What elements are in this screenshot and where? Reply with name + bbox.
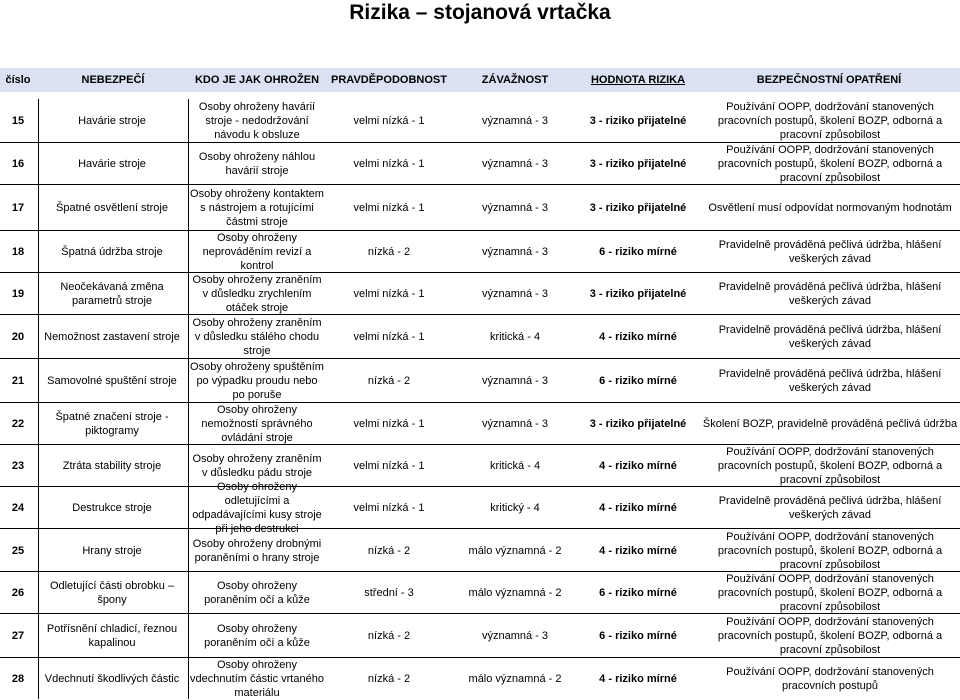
cell-kdo: Osoby ohroženy kontaktem s nástrojem a rotujícími částmi stroje <box>190 188 324 228</box>
cell-hodnota-rizika: 3 - riziko přijatelné <box>589 114 687 127</box>
cell-opatreni: Používání OOPP, dodržování stanovených pracovních postupů, školení BOZP, odborná a pracovní způsobilost <box>717 573 943 613</box>
header-cislo: číslo <box>5 74 31 86</box>
cell-pravdepodobnost: nízká - 2 <box>367 246 411 258</box>
cell-opatreni: Pravidelně prováděná pečlivá údržba, hlášení veškerých závad <box>718 368 942 394</box>
cell-cislo: 16 <box>11 158 25 170</box>
cell-opatreni: Používání OOPP, dodržování stanovených pracovních postupů, školení BOZP, odborná a pracovní způsobilost <box>717 144 943 184</box>
cell-kdo: Osoby ohroženy poraněním očí a kůže <box>204 580 310 606</box>
cell-nebezpeci: Špatné osvětlení stroje <box>56 202 168 214</box>
cell-nebezpeci: Havárie stroje <box>78 114 146 127</box>
cell-cislo: 22 <box>11 418 25 430</box>
cell-zavaznost: významná - 3 <box>481 158 549 170</box>
cell-zavaznost: významná - 3 <box>481 202 549 214</box>
cell-hodnota-rizika: 4 - riziko mírné <box>599 502 677 514</box>
cell-zavaznost: významná - 3 <box>481 246 549 258</box>
cell-zavaznost: kritická - 4 <box>489 460 541 472</box>
cell-nebezpeci: Špatné značení stroje - piktogramy <box>55 411 169 437</box>
cell-zavaznost: kritický - 4 <box>490 502 540 514</box>
cell-kdo: Osoby ohroženy poraněním očí a kůže <box>204 623 310 649</box>
header-opatreni: BEZPEČNOSTNÍ OPATŘENÍ <box>756 74 902 86</box>
cell-opatreni: Školení BOZP, pravidelně prováděná pečlivá údržba <box>702 418 958 430</box>
column-divider <box>188 99 189 699</box>
table-row <box>0 99 960 142</box>
cell-pravdepodobnost: nízká - 2 <box>367 544 411 557</box>
cell-nebezpeci: Nemožnost zastavení stroje <box>44 331 180 343</box>
cell-kdo: Osoby ohroženy odletujícími a odpadávajícími kusy stroje při jeho destrukci <box>192 481 322 535</box>
cell-opatreni: Používání OOPP, dodržování stanovených pracovních postupů, školení BOZP, odborná a pracovní způsobilost <box>717 446 943 486</box>
cell-kdo: Osoby ohroženy neprováděním revizí a kontrol <box>202 232 312 272</box>
cell-cislo: 15 <box>11 114 25 127</box>
cell-hodnota-rizika: 4 - riziko mírné <box>599 331 677 343</box>
cell-cislo: 24 <box>11 502 25 514</box>
cell-zavaznost: významná - 3 <box>481 288 549 300</box>
cell-cislo: 17 <box>11 202 25 214</box>
cell-cislo: 23 <box>11 460 25 472</box>
header-pravdepodobnost: PRAVDĚPODOBNOST <box>331 74 447 86</box>
cell-zavaznost: významná - 3 <box>481 114 549 127</box>
table-row <box>0 230 960 273</box>
cell-pravdepodobnost: nízká - 2 <box>367 630 411 642</box>
cell-opatreni: Pravidelně prováděná pečlivá údržba, hlášení veškerých závad <box>718 495 942 521</box>
cell-kdo: Osoby ohroženy zraněním v důsledku pádu stroje <box>192 453 322 479</box>
cell-hodnota-rizika: 3 - riziko přijatelné <box>589 202 687 214</box>
cell-pravdepodobnost: velmi nízká - 1 <box>353 460 425 472</box>
cell-hodnota-rizika: 6 - riziko mírné <box>599 375 677 387</box>
cell-pravdepodobnost: střední - 3 <box>364 587 414 599</box>
table-row <box>0 358 960 403</box>
cell-hodnota-rizika: 6 - riziko mírné <box>599 587 677 599</box>
cell-nebezpeci: Špatná údržba stroje <box>61 246 163 258</box>
cell-opatreni: Používání OOPP, dodržování stanovených pracovních postupů, školení BOZP, odborná a pracovní způsobilost <box>717 100 943 141</box>
cell-kdo: Osoby ohroženy havárií stroje - nedodržování návodu k obsluze <box>198 100 316 141</box>
cell-kdo: Osoby ohroženy zraněním v důsledku zrychlením otáček stroje <box>192 274 322 314</box>
cell-kdo: Osoby ohroženy vdechnutím částic vrtaného materiálu <box>190 659 324 699</box>
cell-cislo: 25 <box>11 544 25 557</box>
cell-nebezpeci: Potřísnění chladicí, řeznou kapalinou <box>46 623 178 649</box>
page-title: Rizika – stojanová vrtačka <box>349 1 611 24</box>
cell-opatreni: Pravidelně prováděná pečlivá údržba, hlášení veškerých závad <box>718 239 942 265</box>
header-kdo: KDO JE JAK OHROŽEN <box>194 74 320 86</box>
cell-kdo: Osoby ohroženy zraněním v důsledku stálého chodu stroje <box>192 317 322 357</box>
cell-nebezpeci: Destrukce stroje <box>72 502 152 514</box>
cell-opatreni: Používání OOPP, dodržování stanovených pracovních postupů <box>726 666 934 692</box>
cell-pravdepodobnost: velmi nízká - 1 <box>353 158 425 170</box>
column-divider <box>38 99 39 699</box>
cell-nebezpeci: Odletující části obrobku – špony <box>49 580 175 606</box>
table-row <box>0 314 960 359</box>
table-row <box>0 444 960 487</box>
cell-opatreni: Používání OOPP, dodržování stanovených pracovních postupů, školení BOZP, odborná a pracovní způsobilost <box>717 616 943 656</box>
cell-hodnota-rizika: 6 - riziko mírné <box>599 246 677 258</box>
header-hodnota-rizika: HODNOTA RIZIKA <box>590 74 686 86</box>
cell-hodnota-rizika: 4 - riziko mírné <box>599 544 677 557</box>
cell-zavaznost: málo významná - 2 <box>468 587 562 599</box>
cell-nebezpeci: Samovolné spuštění stroje <box>47 375 177 387</box>
table-row <box>0 402 960 445</box>
cell-hodnota-rizika: 3 - riziko přijatelné <box>589 158 687 170</box>
cell-hodnota-rizika: 3 - riziko přijatelné <box>589 418 687 430</box>
header-nebezpeci: NEBEZPEČÍ <box>81 74 145 86</box>
table-row <box>0 528 960 572</box>
cell-opatreni: Používání OOPP, dodržování stanovených pracovních postupů, školení BOZP, odborná a pracovní způsobilost <box>717 530 943 571</box>
cell-cislo: 18 <box>11 246 25 258</box>
cell-zavaznost: kritická - 4 <box>489 331 541 343</box>
cell-opatreni: Pravidelně prováděná pečlivá údržba, hlášení veškerých závad <box>718 324 942 350</box>
cell-hodnota-rizika: 6 - riziko mírné <box>599 630 677 642</box>
table-row <box>0 571 960 614</box>
table-row <box>0 613 960 658</box>
risk-table-body <box>0 99 960 699</box>
cell-opatreni: Osvětlení musí odpovídat normovaným hodnotám <box>708 202 952 214</box>
cell-pravdepodobnost: nízká - 2 <box>367 375 411 387</box>
cell-cislo: 20 <box>11 331 25 343</box>
cell-nebezpeci: Ztráta stability stroje <box>62 460 162 472</box>
cell-zavaznost: významná - 3 <box>481 375 549 387</box>
cell-nebezpeci: Neočekávaná změna parametrů stroje <box>60 281 164 307</box>
table-row <box>0 481 960 535</box>
cell-zavaznost: významná - 3 <box>481 418 549 430</box>
cell-cislo: 21 <box>11 375 25 387</box>
table-row <box>0 142 960 185</box>
cell-kdo: Osoby ohroženy spuštěním po výpadku proudu nebo po poruše <box>190 361 324 401</box>
cell-pravdepodobnost: nízká - 2 <box>367 673 411 685</box>
cell-hodnota-rizika: 4 - riziko mírné <box>599 460 677 472</box>
cell-pravdepodobnost: velmi nízká - 1 <box>353 202 425 214</box>
cell-zavaznost: málo významná - 2 <box>468 544 562 557</box>
cell-pravdepodobnost: velmi nízká - 1 <box>353 331 425 343</box>
table-row <box>0 272 960 315</box>
cell-nebezpeci: Havárie stroje <box>78 158 146 170</box>
cell-nebezpeci: Vdechnutí škodlivých částic <box>44 673 180 685</box>
cell-kdo: Osoby ohroženy nemožností správného ovládání stroje <box>201 404 313 444</box>
table-row <box>0 184 960 231</box>
cell-cislo: 27 <box>11 630 25 642</box>
cell-cislo: 28 <box>11 673 25 685</box>
cell-opatreni: Pravidelně prováděná pečlivá údržba, hlášení veškerých závad <box>718 281 942 307</box>
table-row <box>0 657 960 700</box>
cell-pravdepodobnost: velmi nízká - 1 <box>353 288 425 300</box>
cell-hodnota-rizika: 3 - riziko přijatelné <box>589 288 687 300</box>
cell-pravdepodobnost: velmi nízká - 1 <box>353 114 425 127</box>
cell-kdo: Osoby ohroženy drobnými poraněními o hrany stroje <box>192 537 322 564</box>
cell-kdo: Osoby ohroženy náhlou havárií stroje <box>198 151 316 177</box>
header-zavaznost: ZÁVAŽNOST <box>481 74 549 86</box>
cell-hodnota-rizika: 4 - riziko mírné <box>599 673 677 685</box>
cell-zavaznost: významná - 3 <box>481 630 549 642</box>
cell-zavaznost: málo významná - 2 <box>468 673 562 685</box>
cell-nebezpeci: Hrany stroje <box>82 544 142 557</box>
cell-cislo: 26 <box>11 587 25 599</box>
cell-pravdepodobnost: velmi nízká - 1 <box>353 418 425 430</box>
table-header <box>0 68 960 92</box>
cell-cislo: 19 <box>11 288 25 300</box>
cell-pravdepodobnost: velmi nízká - 1 <box>353 502 425 514</box>
